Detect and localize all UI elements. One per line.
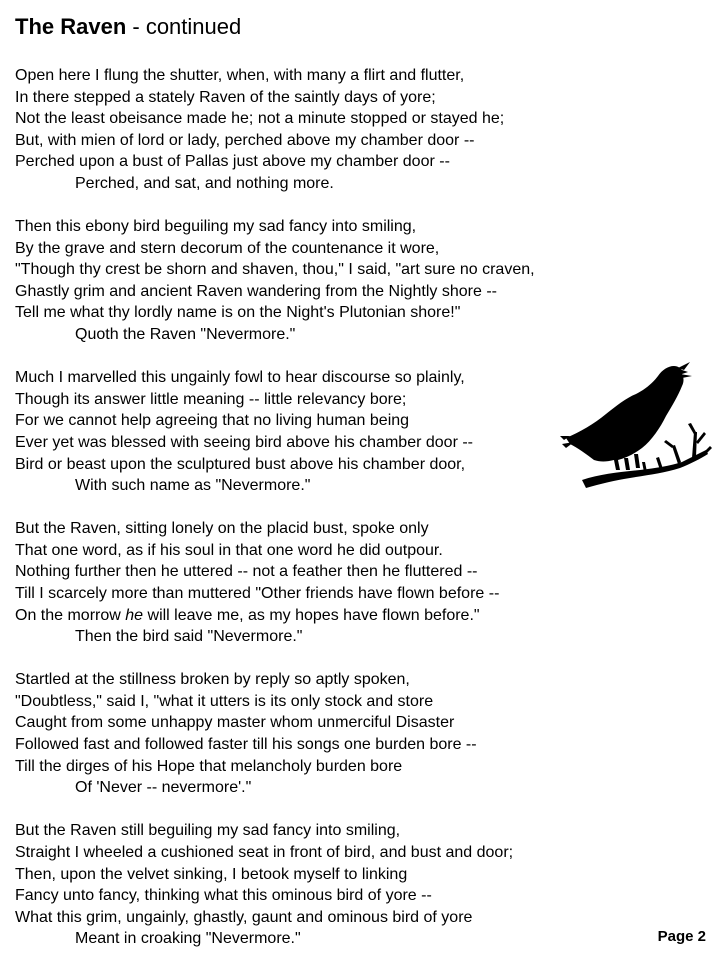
stanza-1 xyxy=(15,65,705,195)
poem-refrain: Perched, and sat, and nothing more. xyxy=(75,174,334,192)
poem-line: "Doubtless," said I, "what it utters is its only stock and store xyxy=(15,692,434,710)
poem-line: Startled at the stillness broken by reply so aptly spoken, xyxy=(15,671,410,689)
poem-line: Much I marvelled this ungainly fowl to hear discourse so plainly, xyxy=(15,369,465,387)
page-title xyxy=(15,13,241,41)
poem-line: Nothing further then he uttered -- not a feather then he fluttered -- xyxy=(15,563,478,581)
poem-refrain: Of 'Never -- nevermore'." xyxy=(75,779,252,797)
poem-line: Till I scarcely more than muttered "Other friends have flown before -- xyxy=(15,584,500,602)
poem-line: For we cannot help agreeing that no living human being xyxy=(15,412,410,430)
poem-line: Bird or beast upon the sculptured bust above his chamber door, xyxy=(15,455,466,473)
page-title-suffix: - continued xyxy=(126,14,242,39)
page-title-bold: The Raven xyxy=(15,14,127,39)
poem-line: Followed fast and followed faster till his songs one burden bore -- xyxy=(15,736,477,754)
poem-line: Fancy unto fancy, thinking what this ominous bird of yore -- xyxy=(15,887,432,905)
poem-line: Straight I wheeled a cushioned seat in front of bird, and bust and door; xyxy=(15,843,514,861)
poem-line: What this grim, ungainly, ghastly, gaunt and ominous bird of yore xyxy=(15,908,473,926)
raven-on-branch-icon xyxy=(560,362,712,502)
poem-line: Caught from some unhappy master whom unmerciful Disaster xyxy=(15,714,455,732)
poem-line: Then, upon the velvet sinking, I betook myself to linking xyxy=(15,865,408,883)
stanza-5 xyxy=(15,669,705,799)
poem-line: "Though thy crest be shorn and shaven, thou," I said, "art sure no craven, xyxy=(15,261,535,279)
poem-line: Till the dirges of his Hope that melancholy burden bore xyxy=(15,757,403,775)
poem-line: Not the least obeisance made he; not a minute stopped or stayed he; xyxy=(15,110,505,128)
poem-line-part: will leave me, as my hopes have flown before." xyxy=(143,606,480,624)
poem-line-part: On the morrow xyxy=(15,606,126,624)
poem-refrain: Then the bird said "Nevermore." xyxy=(75,628,303,646)
poem-line: Then this ebony bird beguiling my sad fancy into smiling, xyxy=(15,218,417,236)
poem-line-italic xyxy=(15,605,705,627)
poem-line: Ghastly grim and ancient Raven wandering from the Nightly shore -- xyxy=(15,282,497,300)
poem-line: But, with mien of lord or lady, perched above my chamber door -- xyxy=(15,131,475,149)
page-number: Page 2 xyxy=(657,928,706,945)
poem-line: But the Raven, sitting lonely on the placid bust, spoke only xyxy=(15,520,429,538)
poem-line: Perched upon a bust of Pallas just above my chamber door -- xyxy=(15,153,450,171)
stanza-6 xyxy=(15,820,705,950)
poem-refrain: Meant in croaking "Nevermore." xyxy=(75,930,301,948)
stanza-4 xyxy=(15,518,705,648)
poem-refrain: Quoth the Raven "Nevermore." xyxy=(75,326,296,344)
poem-line: Tell me what thy lordly name is on the Night's Plutonian shore!" xyxy=(15,304,461,322)
stanza-2 xyxy=(15,216,705,346)
poem-line: By the grave and stern decorum of the countenance it wore, xyxy=(15,239,440,257)
poem-line: Open here I flung the shutter, when, with many a flirt and flutter, xyxy=(15,67,465,84)
poem-line-emphasis: he xyxy=(125,606,144,624)
poem-body xyxy=(15,65,705,971)
poem-line: In there stepped a stately Raven of the saintly days of yore; xyxy=(15,88,436,106)
poem-line: But the Raven still beguiling my sad fancy into smiling, xyxy=(15,822,401,840)
poem-line: Ever yet was blessed with seeing bird above his chamber door -- xyxy=(15,433,473,451)
poem-line: Though its answer little meaning -- little relevancy bore; xyxy=(15,390,407,408)
poem-refrain: With such name as "Nevermore." xyxy=(75,477,311,495)
poem-line: That one word, as if his soul in that one word he did outpour. xyxy=(15,541,443,559)
